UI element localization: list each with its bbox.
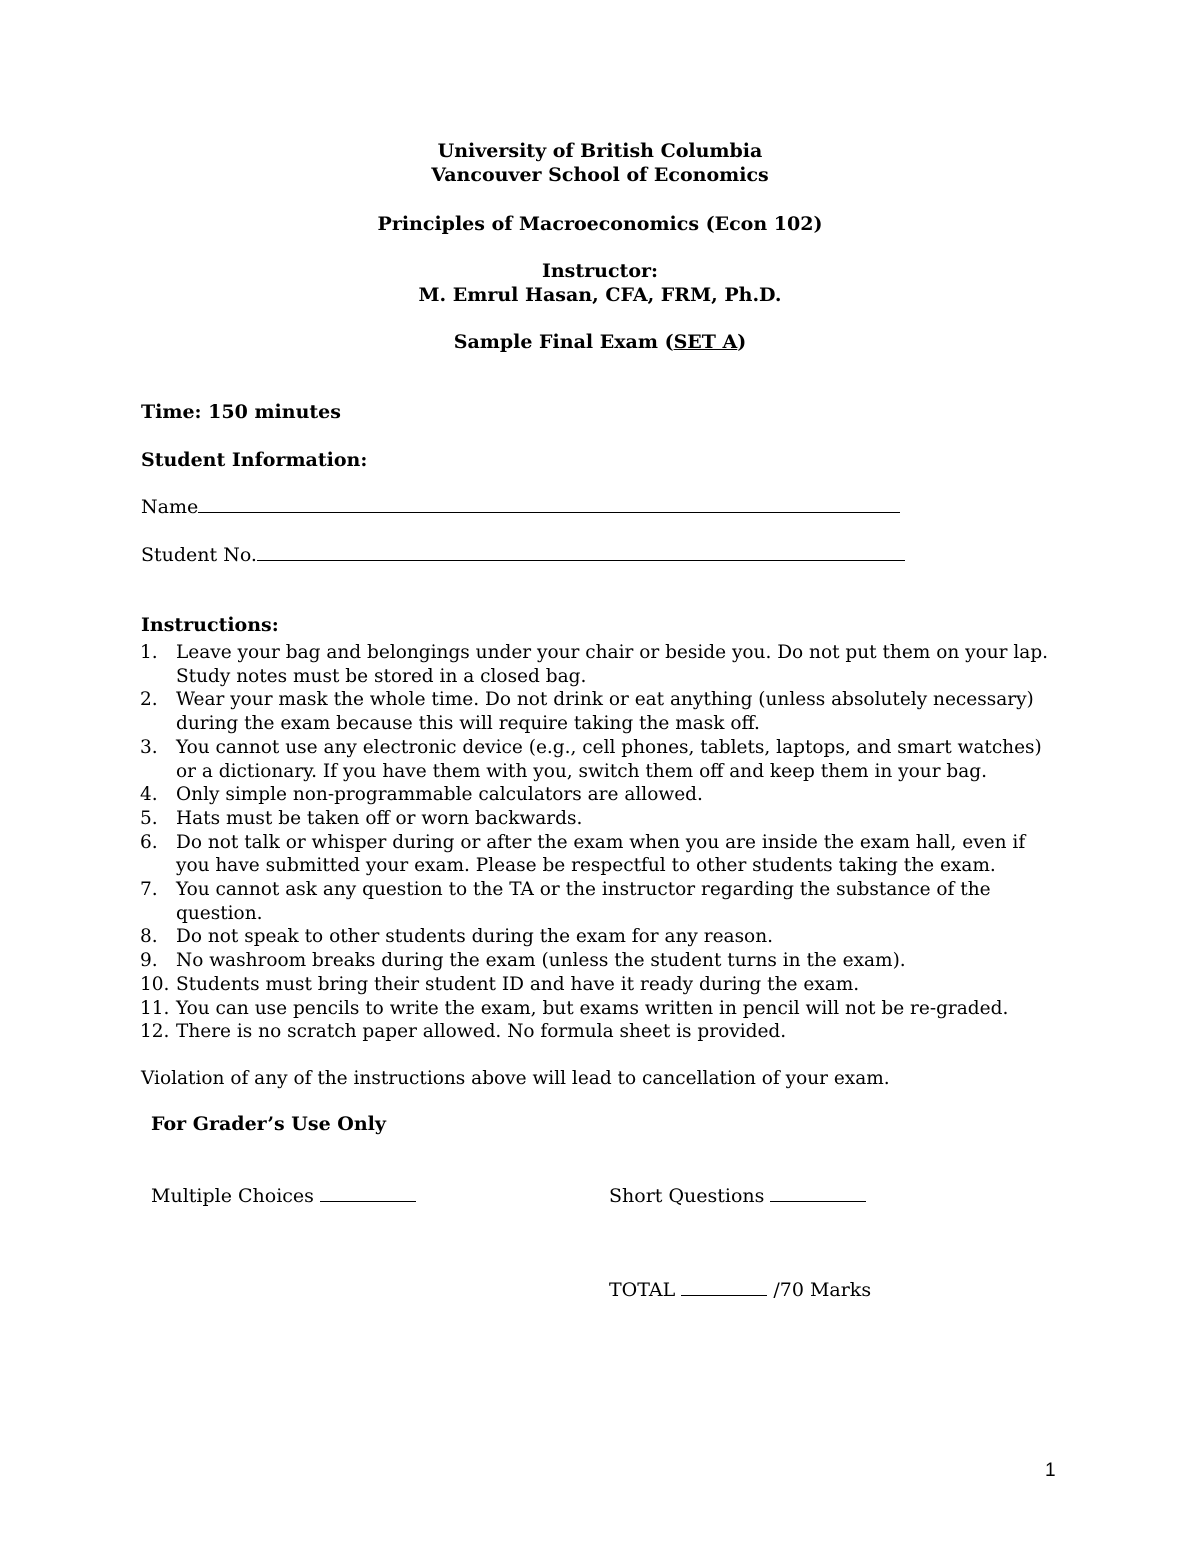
instruction-item: 4. Only simple non-programmable calculators are allowed. xyxy=(140,784,703,806)
instruction-item: 8. Do not speak to other students during the exam for any reason. xyxy=(140,926,773,948)
student-number-blank-line[interactable] xyxy=(257,559,905,561)
instructor-label: Instructor: xyxy=(541,260,659,282)
instruction-item: 9. No washroom breaks during the exam (unless the student turns in the exam). xyxy=(140,950,906,972)
instructor-name: M. Emrul Hasan, CFA, FRM, Ph.D. xyxy=(418,284,782,306)
student-number-field[interactable] xyxy=(141,544,905,567)
instruction-item: 2. Wear your mask the whole time. Do not drink or eat anything (unless absolutely necessary) during the exam because this will require taking the mask off. xyxy=(140,689,1034,735)
name-blank-line[interactable] xyxy=(198,511,900,513)
page-number: 1 xyxy=(1045,1460,1056,1481)
instruction-item: 10. Students must bring their student ID and have it ready during the exam. xyxy=(140,973,860,995)
short-questions-field[interactable] xyxy=(609,1185,866,1208)
exam-title-prefix: Sample Final Exam ( xyxy=(453,331,674,353)
violation-notice: Violation of any of the instructions above will lead to cancellation of your exam. xyxy=(141,1068,890,1089)
instruction-item: 1. Leave your bag and belongings under your chair or beside you. Do not put them on your lap. Study notes must be stored in a closed bag. xyxy=(140,642,1049,687)
grader-heading: For Grader’s Use Only xyxy=(151,1113,386,1135)
instruction-item: 6. Do not talk or whisper during or after the exam when you are inside the exam hall, even if you have submitted your exam. Please be respectful to other students taking the exam. xyxy=(140,831,1026,877)
total-blank-line[interactable] xyxy=(681,1294,767,1296)
instruction-item: 3. You cannot use any electronic device (e.g., cell phones, tablets, laptops, and smart watches) or a dictionary. If you have them with you, switch them off and keep them in your bag. xyxy=(140,736,1042,782)
multiple-choices-blank-line[interactable] xyxy=(320,1200,416,1202)
student-info-heading: Student Information: xyxy=(141,449,368,471)
exam-title xyxy=(0,331,1200,354)
multiple-choices-field[interactable] xyxy=(151,1185,416,1208)
exam-time: Time: 150 minutes xyxy=(141,401,341,423)
multiple-choices-label: Multiple Choices xyxy=(151,1185,314,1207)
university-name: University of British Columbia xyxy=(437,140,763,162)
short-questions-blank-line[interactable] xyxy=(770,1200,866,1202)
instruction-item: 11. You can use pencils to write the exam, but exams written in pencil will not be re-graded. xyxy=(140,997,1009,1019)
total-field[interactable] xyxy=(609,1279,871,1302)
instruction-item: 5. Hats must be taken off or worn backwards. xyxy=(140,807,583,829)
instruction-item: 7. You cannot ask any question to the TA or the instructor regarding the substance of the question. xyxy=(140,879,991,924)
name-field[interactable] xyxy=(141,496,900,519)
short-questions-label: Short Questions xyxy=(609,1185,765,1207)
school-name: Vancouver School of Economics xyxy=(431,164,769,186)
course-title: Principles of Macroeconomics (Econ 102) xyxy=(377,213,823,235)
name-label: Name xyxy=(141,496,199,518)
instruction-item: 12. There is no scratch paper allowed. No formula sheet is provided. xyxy=(140,1021,787,1043)
instructions-heading: Instructions: xyxy=(141,614,279,636)
student-number-label: Student No. xyxy=(141,544,257,566)
exam-title-suffix: ) xyxy=(737,331,747,353)
instructions-list xyxy=(140,641,1060,1044)
total-suffix: /70 Marks xyxy=(773,1279,872,1301)
exam-set: SET A xyxy=(673,331,738,353)
total-label: TOTAL xyxy=(609,1279,676,1301)
